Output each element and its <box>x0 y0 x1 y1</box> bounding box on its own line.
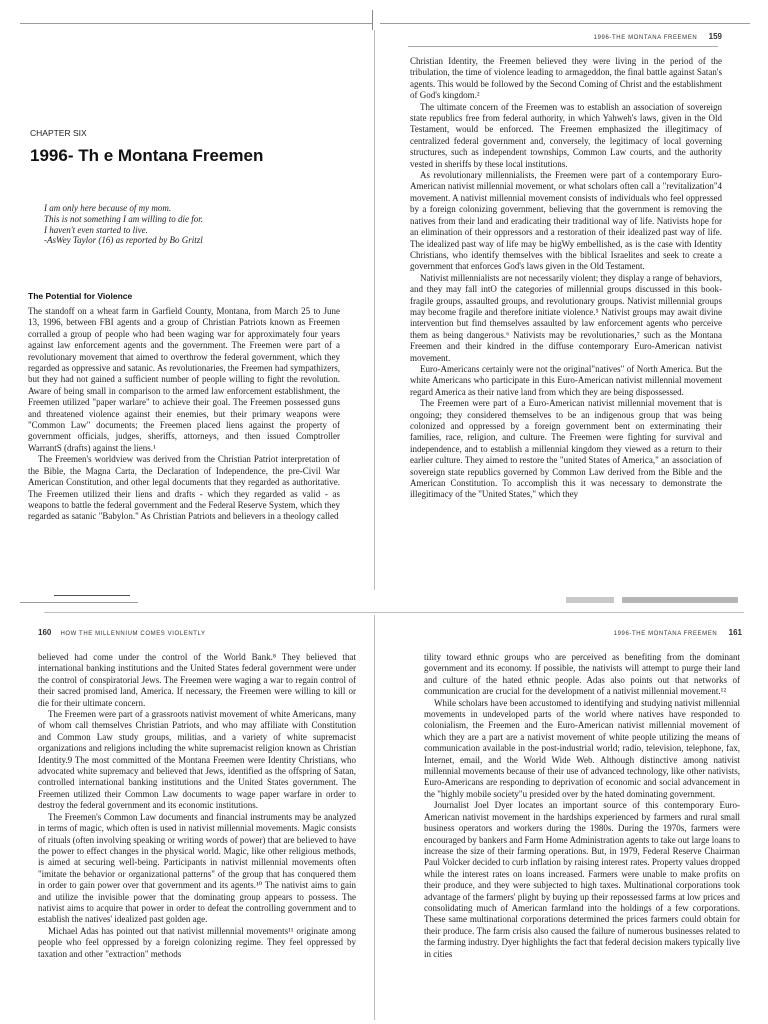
epigraph-line: I am only here because of my mom. <box>44 203 172 213</box>
scan-rule-mid-3 <box>44 612 744 613</box>
page-bottom-left <box>38 626 358 1024</box>
running-header <box>594 32 722 41</box>
paragraph: The Freemen's Common Law documents and financial instruments may be analyzed in terms of magic, which often is used in nativist millennial movements. Magic consists of rituals (often involving speaking or writing words of power) that are believed to have the power to effect changes in the physical world. Magic, like other religious methods, is aimed at securing well-being. Participants in nativist millennial movements often "imitate the behavior or organizational patterns" of the group that has conquered them in order to gain power over that government and its agents.¹⁰ The nativist aims to gain and utilize the invisible power that the dominating group appears to possess. The nativist aims to acquire that power in order to defeat the controlling government and to establish the natives' idealized past golden age. <box>38 811 356 925</box>
paragraph: tility toward ethnic groups who are perceived as benefiting from the dominant government and its economy. If possible, the nativists will attempt to purge their land and culture of the hated ethnic people. Adas also points out that networks of communication are crucial for the development of a nativist millennial movement.¹² <box>424 652 740 697</box>
running-header-title: HOW THE MILLENNIUM COMES VIOLENTLY <box>60 631 206 637</box>
scan-smudge-2 <box>622 597 738 603</box>
body-text <box>28 306 340 523</box>
paragraph: The Freemen were part of a Euro-American nativist millennial movement that is ongoing; they considered themselves to be an indigenous group that was being colonized and oppressed by a foreign government bent on exterminating their families, race, religion, and culture. The Freemen were fighting for survival and independence, and to establish a millennial kingdom they viewed as a return to their earlier culture. They aimed to restore the "united States of America," an association of sovereign state republics governed by Common Law derived from the Bible and the American Constitution. To accomplish this it was necessary to demonstrate the illegitimacy of the "United States," which they <box>410 398 722 500</box>
paragraph: The Freemen were part of a grassroots nativist movement of white Americans, many of whom call themselves Christian Patriots, and who may affiliate with Constitution and Common Law study groups, militias, and a variety of white supremacist organizations and religions including the white supremacist religion known as Christian Identity.9 The most committed of the Montana Freemen were Identity Christians, who advocated white supremacy and believed that Jews, identified as the offspring of Satan, controlled international banking institutions and the United States government. The Freemen utilized their Common Law documents to wage paper warfare in order to destroy the federal government and its economic institutions. <box>38 709 356 811</box>
running-header <box>38 628 206 637</box>
scan-rule-top-left <box>20 23 372 24</box>
page-number: 160 <box>38 628 52 637</box>
body-text <box>424 652 740 960</box>
running-header <box>614 628 742 637</box>
paragraph: The Freemen's worldview was derived from the Christian Patriot interpretation of the Bible, the Magna Carta, the Declaration of Independence, the pre-Civil War American Constitution, and other legal documents that they regarded as authoritative. The Freemen utilized their liens and drafts - which they regarded as valid - as weapons to battle the federal government and the Federal Reserve System, which they regarded as satanic "Babylon." As Christian Patriots and believers in a theology called <box>28 454 340 522</box>
paragraph: Journalist Joel Dyer locates an important source of this contemporary Euro-American nativist movement in the hardships experienced by farmers and rural small business operators and workers during the 1980s. During the 1970s, farmers were encouraged by bankers and Farm Home Administration agents to take out large loans to increase the size of their farming operations. But, in 1979, Federal Reserve Chairman Paul Volcker decided to curb inflation by raising interest rates. Property values dropped while the interest rates on loans increased. Farmers were unable to make profits on their produce, and they were subjected to high taxes. Multinational corporations took advantage of the farmers' plight by buying up their repossessed farms at low prices and consolidating much of American farmland into the holdings of a few corporations. These same multinational corporations determined the prices farmers could obtain for their produce. The farm crisis also caused the failure of numerous businesses related to the farming industry. Dyer highlights the fact that federal decision makers typically live in cities <box>424 800 741 959</box>
page-top-right <box>408 30 726 580</box>
paragraph: Euro-Americans certainly were not the original"natives" of North America. But the white Americans who participate in this Euro-American nativist millennial movement regard America as their native land from which they are being dispossessed. <box>410 363 722 397</box>
paragraph: The ultimate concern of the Freemen was to establish an association of sovereign state republics free from federal authority, in which Yahweh's laws, given in the Old Testament, would be enforced. The Freemen emphasized the illegitimacy of centralized federal government and, conversely, the legitimacy of local governing structures, such as independent townships, Common Law courts, and the authority vested in sheriffs by these local institutions. <box>410 101 722 169</box>
epigraph-attribution: -AsWey Taylor (16) as reported by Bo Gritzl <box>44 235 203 246</box>
scan-fold-top <box>372 10 373 30</box>
scan-rule-top-right <box>380 23 750 24</box>
paragraph: Nativist millennialists are not necessarily violent; they display a range of behaviors, and they may fall intO the categories of millennial groups discussed in this book-fragile groups, assaulted groups, and revolutionary groups. Nativist millennial groups may become fragile and therefore initiate violence.⁵ Nativist groups may await divine intervention but find themselves assaulted by law enforcement agents who perceive them as being dangerous.⁶ Nativists may be revolutionaries,⁷ such as the Montana Freemen and their kindred in the diffuse contemporary Euro-American nativist movement. <box>410 272 722 363</box>
paragraph: The standoff on a wheat farm in Garfield County, Montana, from March 25 to June 13, 1996, between FBI agents and a group of Christian Patriots known as Freemen corralled a group of people who had been waging war for approximately four years against law enforcement agents and the government. The Freemen were part of a revolutionary movement that aimed to overthrow the federal government, which they regarded as oppressive and satanic. As revolutionaries, the Freemen had sympathizers, but they had not gained a sufficient number of people willing to fight the revolution. Aware of being small in comparison to the armed law enforcement establishment, the Freemen utilized "paper warlare" to achieve their goal. The Freemen possessed guns and threatened violence against their enemies, but their primary weapons were "Common Law" documents; the Freemen placed liens against the property of government officials, judges, sheriffs, attorneys, and then issued Comptroller WarrantS (drafts) against the liens.¹ <box>28 306 340 453</box>
paragraph: believed had come under the control of the World Bank.⁸ They believed that international banking institutions and the United States federal government were under the control of conspiratorial Jews. The Freemen were waging a war to regain control of their sacred promised land, America. If necessary, the Freemen were willing to kill or die for their ultimate concern. <box>38 652 356 708</box>
epigraph <box>44 203 334 246</box>
body-text <box>410 56 722 501</box>
page-number: 159 <box>708 32 722 41</box>
epigraph-line: I haven't even started to live. <box>44 224 148 235</box>
epigraph-line: This is not something I am willing to die for. <box>44 213 204 224</box>
paragraph: While scholars have been accustomed to identifying and studying nativist millennial movements in undeveloped parts of the world where natives have responded to colonialism, the Freemen and the Euro-American nativist millennial movement of which they are a part are a nativist movement of white people utilizing the means of communication available in the post-industrial world; radio, television, telephone, fax, Internet, email, and the World Wide Web. Although distinctive among nativist millennial movements because of their use of advanced technology, like other nativists, Euro-Americans are responding to deprivation of economic and social advancement in the "highly mobile society"u presided over by the hated dominating government. <box>424 697 740 799</box>
page-number: 161 <box>728 628 742 637</box>
scan-fold-vertical <box>374 30 375 590</box>
running-header-title: 1996-THE MONTANA FREEMEN <box>613 631 718 637</box>
running-header-title: 1996-THE MONTANA FREEMEN <box>593 35 698 41</box>
chapter-title: 1996- Th e Montana Freemen <box>30 146 264 165</box>
paragraph: As revolutionary millennialists, the Freemen were part of a contemporary Euro-American nativist millennial movement, or what scholars often call a "revitalization"4 movement. A nativist millennial movement consists of individuals who feel oppressed by a foreign colonizing government, believing that the government is removing the natives from their land and eradicating their traditional way of life. Nativists hope for an elimination of their oppressors and a restoration of their idealized past way of life. The idealized past way of life may be higWy embellished, as is the case with Identity Christians, who identify themselves with the biblical Israelites and seek to create a government that enforces God's laws given in the Old Testament. <box>410 170 722 272</box>
paragraph: Michael Adas has pointed out that nativist millennial movements¹¹ originate among people who feel oppressed by a foreign colonizing regime. They feel oppressed by taxation and other "extraction" methods <box>38 925 356 959</box>
section-heading: The Potential for Violence <box>28 291 133 301</box>
page-top-left <box>26 120 340 570</box>
scan-smudge-1 <box>566 597 614 603</box>
chapter-label: CHAPTER SIX <box>30 128 87 138</box>
scan-rule-mid-1 <box>54 595 130 596</box>
scan-rule-mid-2 <box>20 602 138 603</box>
paragraph: Christian Identity, the Freemen believed they were living in the period of the tribulation, the time of violence leading to armageddon, the final battle against Satan's agents. This would be followed by the Second Coming of Christ and the establishment of God's kingdom.² <box>410 56 722 101</box>
scan-fold-bottom <box>374 615 375 1020</box>
body-text <box>38 652 356 960</box>
page-bottom-right <box>424 626 742 1024</box>
